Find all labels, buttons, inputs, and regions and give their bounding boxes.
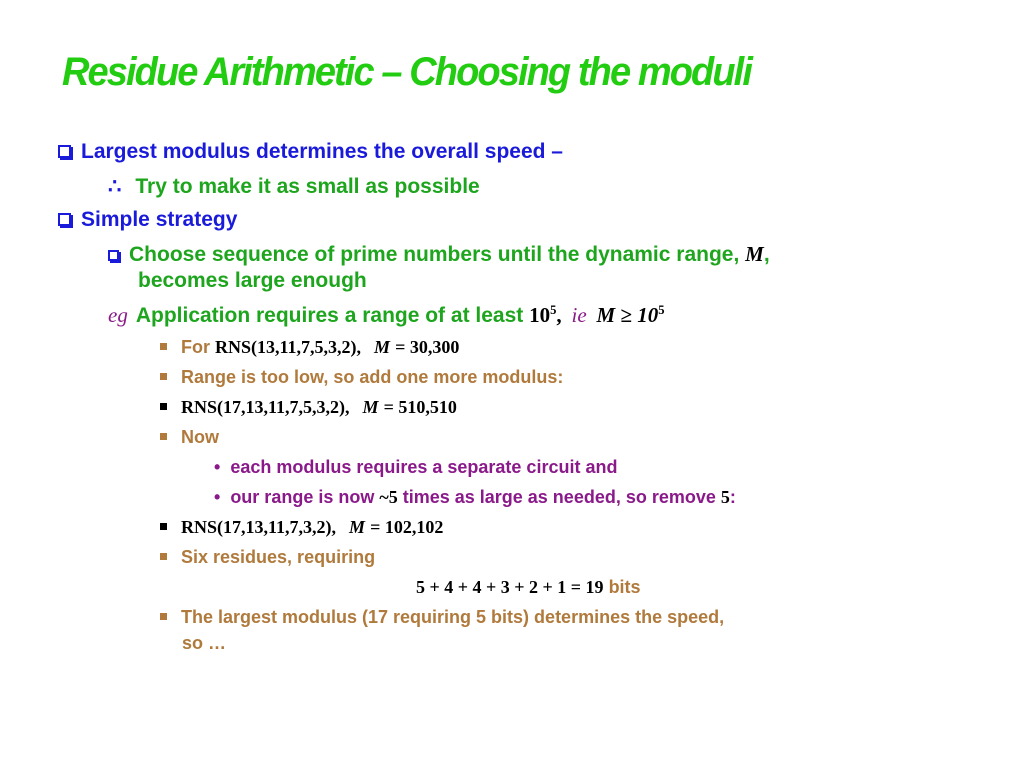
rns-expression: RNS(17,13,11,7,3,2), — [181, 517, 337, 537]
math-expression: M ≥ 10 — [596, 303, 659, 327]
bullet-largest-modulus — [58, 140, 563, 164]
item-text: The largest modulus (17 requiring 5 bits) determines the speed, — [181, 607, 725, 627]
sub-bullet-text: Choose sequence of prime numbers until the dynamic range, — [129, 243, 746, 266]
rns-expression: RNS(17,13,11,7,5,3,2), — [181, 397, 350, 417]
filled-square-bullet-icon — [160, 343, 167, 350]
level3-item-rns2 — [160, 397, 457, 418]
level3-item-for — [160, 337, 459, 358]
level3-item-now — [160, 427, 219, 448]
item-text: our range is now — [230, 487, 380, 507]
filled-square-bullet-icon — [160, 523, 167, 530]
item-text: each modulus requires a separate circuit and — [230, 457, 618, 477]
math-value: 5 — [720, 487, 730, 507]
level4-item-separate-circuit — [214, 457, 617, 478]
bits-sum-line — [416, 577, 641, 598]
sub-bullet-choose-sequence — [108, 242, 770, 267]
bullet-simple-strategy — [58, 208, 237, 232]
level3-item-largest-modulus — [160, 607, 724, 628]
filled-square-bullet-icon — [160, 403, 167, 410]
ie-label: ie — [571, 303, 587, 327]
math-value: = 102,102 — [370, 517, 444, 537]
math-sum: 5 + 4 + 4 + 3 + 2 + 1 = 19 — [416, 577, 604, 597]
example-text: Application requires a range of at least — [135, 304, 530, 327]
bits-label: bits — [608, 577, 641, 597]
filled-square-bullet-icon — [160, 553, 167, 560]
dot-bullet-icon: • — [214, 487, 221, 507]
math-M: M — [349, 517, 366, 537]
therefore-icon: ∴ — [108, 175, 122, 198]
sub-bullet-text: Try to make it as small as possible — [135, 175, 480, 198]
hollow-square-bullet-icon — [58, 213, 71, 226]
filled-square-bullet-icon — [160, 433, 167, 440]
bullet-text: Largest modulus determines the overall speed – — [81, 140, 563, 163]
math-exponent: 5 — [658, 303, 665, 317]
colon: : — [729, 487, 736, 507]
math-exponent: 5 — [550, 303, 557, 317]
math-M: M — [374, 337, 391, 357]
hollow-square-bullet-icon — [58, 145, 71, 158]
example-line — [108, 303, 665, 328]
filled-square-bullet-icon — [160, 373, 167, 380]
comma: , — [556, 303, 562, 327]
eg-label: eg — [108, 303, 128, 327]
item-text: Six residues, requiring — [181, 547, 376, 567]
level3-item-continuation: so … — [182, 633, 227, 653]
math-M: M — [745, 242, 764, 266]
dot-bullet-icon: • — [214, 457, 221, 477]
sub-bullet-small — [108, 174, 480, 199]
bullet-text: Simple strategy — [81, 208, 238, 231]
math-base: 10 — [529, 303, 551, 327]
math-M: M — [362, 397, 379, 417]
level3-item-range-too-low — [160, 367, 563, 388]
comma: , — [763, 243, 770, 266]
sub-bullet-continuation: becomes large enough — [138, 269, 367, 292]
math-value: = 30,300 — [395, 337, 460, 357]
item-text: Now — [181, 427, 219, 447]
level3-item-rns3 — [160, 517, 443, 538]
math-value: ~5 — [379, 487, 398, 507]
slide-title: Residue Arithmetic – Choosing the moduli — [62, 50, 752, 94]
level3-item-six-residues — [160, 547, 375, 568]
item-text: Range is too low, so add one more modulus: — [181, 367, 564, 387]
level4-item-range-now — [214, 487, 736, 508]
math-value: = 510,510 — [383, 397, 457, 417]
hollow-square-bullet-icon — [108, 250, 119, 261]
rns-expression: RNS(13,11,7,5,3,2), — [215, 337, 362, 357]
item-text: For — [181, 337, 210, 357]
filled-square-bullet-icon — [160, 613, 167, 620]
item-text: times as large as needed, so remove — [397, 487, 721, 507]
